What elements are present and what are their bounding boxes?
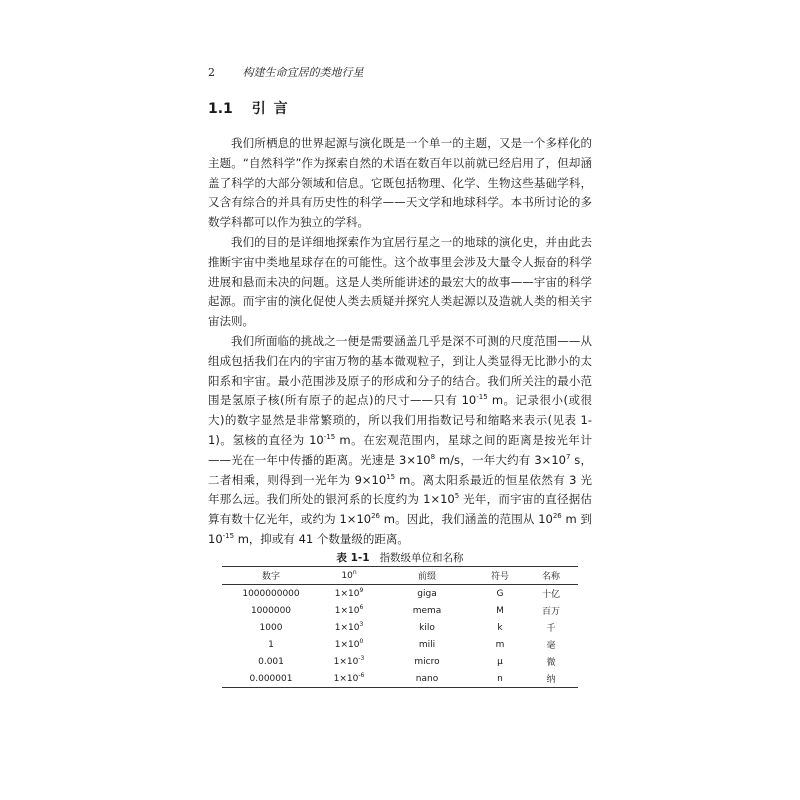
header-power [320,567,378,585]
units-table [222,566,578,688]
cell-prefix: giga [417,588,437,599]
table-row [222,619,578,636]
p3-exp-2: -15 [323,433,336,442]
cell-power-exp: -3 [358,654,365,662]
paragraph-3 [208,332,592,550]
p3-exp-5: 15 [386,472,396,481]
header-number: 数字 [222,567,320,585]
paragraph-1: 我们所栖息的世界起源与演化既是一个单一的主题，又是一个多样化的主题。“自然科学”作为探索自然的术语在数百年以前就已经启用了，但却涵盖了科学的大部分领域和信息。它既包括物理、化学、生物这些基础学科，又含有综合的并具有历史性的科学——天文学和地球科学。本书所讨论的多数学科都可以作为独立的学科。 [208,136,592,230]
section-number: 1.1 [208,101,233,117]
header-name: 名称 [524,567,578,585]
page-number: 2 [208,66,215,79]
p3-exp-6: 5 [454,492,460,501]
cell-power-exp: 9 [359,586,364,594]
p3-text-5: s，二者相乘，则得到一光年为 9×10 [208,452,593,487]
body-text [208,134,592,550]
section-heading [208,98,296,118]
cell-power-base: 1×10 [333,673,359,684]
table-caption-text: 指数级单位和名称 [379,552,464,564]
header-power-base: 10 [341,570,353,581]
cell-symbol: n [476,670,524,688]
cell-prefix: mili [418,639,436,650]
cell-symbol: μ [497,656,503,667]
running-header [208,64,364,80]
p3-exp-7: 26 [371,512,381,521]
table-row [222,670,578,688]
section-title: 引言 [251,101,296,117]
p3-text-1: 我们所面临的挑战之一便是需要涵盖几乎是深不可测的尺度范围——从组成包括我们在内的宇宙万物的基本微观粒子，到让人类显得无比渺小的太阳系和宇宙。最小范围涉及原子的形成和分子的结合。我们所关注的最小范围是氢原子核(所有原子的起点)的尺寸——只有 10 [208,333,592,408]
cell-name: 千 [546,624,556,634]
cell-power-exp: 6 [359,603,364,611]
table-header-row [222,567,578,585]
header-power-exp: n [352,568,357,576]
cell-number: 1000000 [250,605,292,616]
p3-text-6: m。离太阳系最近的恒星依然有 3 光年那么远。我们所处的银河系的长度约为 1×10 [208,472,592,507]
table-row [222,585,578,603]
cell-prefix: mema [412,605,442,616]
p3-text-2: m。记录很小(或很大)的数字显然是非常繁琐的，所以我们用指数记号和缩略来表示(见表 1-1)。氢核的直径为 10 [208,393,593,447]
p3-text-9: m 到 10 [208,512,593,546]
cell-power [320,585,378,603]
p3-text-4: m/s，一年大约有 3×10 [435,452,566,467]
cell-number: 1000 [259,622,283,633]
cell-power-base: 1×10 [334,605,360,616]
table-row [222,602,578,619]
cell-prefix: micro [414,656,440,667]
p3-text-7: 光年，而宇宙的直径据估算有数十亿光年，或约为 1×10 [208,492,593,527]
cell-symbol: k [497,622,503,633]
p3-text-10: m，抑或有 41 个数量级的距离。 [234,531,409,546]
cell-name: 百万 [541,607,560,617]
running-title: 构建生命宜居的类地行星 [242,66,364,79]
cell-power-exp: 3 [359,620,364,628]
cell-prefix: nano [378,670,476,688]
cell-power-base: 1×10 [334,622,360,633]
header-prefix: 前缀 [378,567,476,585]
table-row [222,636,578,653]
p3-text-3: m。在宏观范围内，星球之间的距离是按光年计——光在一年中传播的距离。光速是 3×10 [208,432,593,467]
cell-number: 0.000001 [222,670,320,688]
cell-number: 0.001 [258,656,284,667]
cell-power-base: 1×10 [333,656,359,667]
p3-exp-1: -15 [476,393,488,402]
cell-power-exp: 0 [359,637,364,645]
cell-symbol: G [496,588,504,599]
table-caption [0,550,800,565]
cell-number: 1 [268,639,274,650]
table-caption-label: 表 1-1 [336,552,370,564]
cell-power [320,636,378,653]
cell-power-base: 1×10 [334,588,360,599]
cell-number: 1000000000 [242,588,300,599]
cell-power [320,670,378,688]
header-symbol: 符号 [476,567,524,585]
cell-name: 十亿 [541,590,560,600]
cell-symbol: m [495,639,505,650]
paragraph-2: 我们的目的是详细地探索作为宜居行星之一的地球的演化史，并由此去推断宇宙中类地星球存在的可能性。这个故事里会涉及大量令人振奋的科学进展和悬而未决的问题。这是人类所能讲述的最宏大的故事——宇宙的科学起源。而宇宙的演化促使人类去质疑并探究人类起源以及造就人类的相关宇宙法则。 [208,234,592,329]
cell-prefix: kilo [419,622,435,633]
cell-symbol: M [496,605,504,616]
cell-power [320,619,378,636]
p3-exp-8: 26 [552,512,562,521]
p3-exp-3: 8 [430,452,436,461]
cell-power [320,653,378,670]
cell-power-base: 1×10 [334,639,360,650]
p3-exp-9: -15 [222,532,235,541]
table-row [222,653,578,670]
cell-name: 微 [546,658,556,668]
p3-text-8: m。因此，我们涵盖的范围从 10 [380,512,553,527]
p3-exp-4: 7 [565,452,571,461]
cell-power-exp: -6 [358,671,365,679]
cell-power [320,602,378,619]
cell-name: 纳 [524,670,578,688]
cell-name: 毫 [546,641,556,651]
